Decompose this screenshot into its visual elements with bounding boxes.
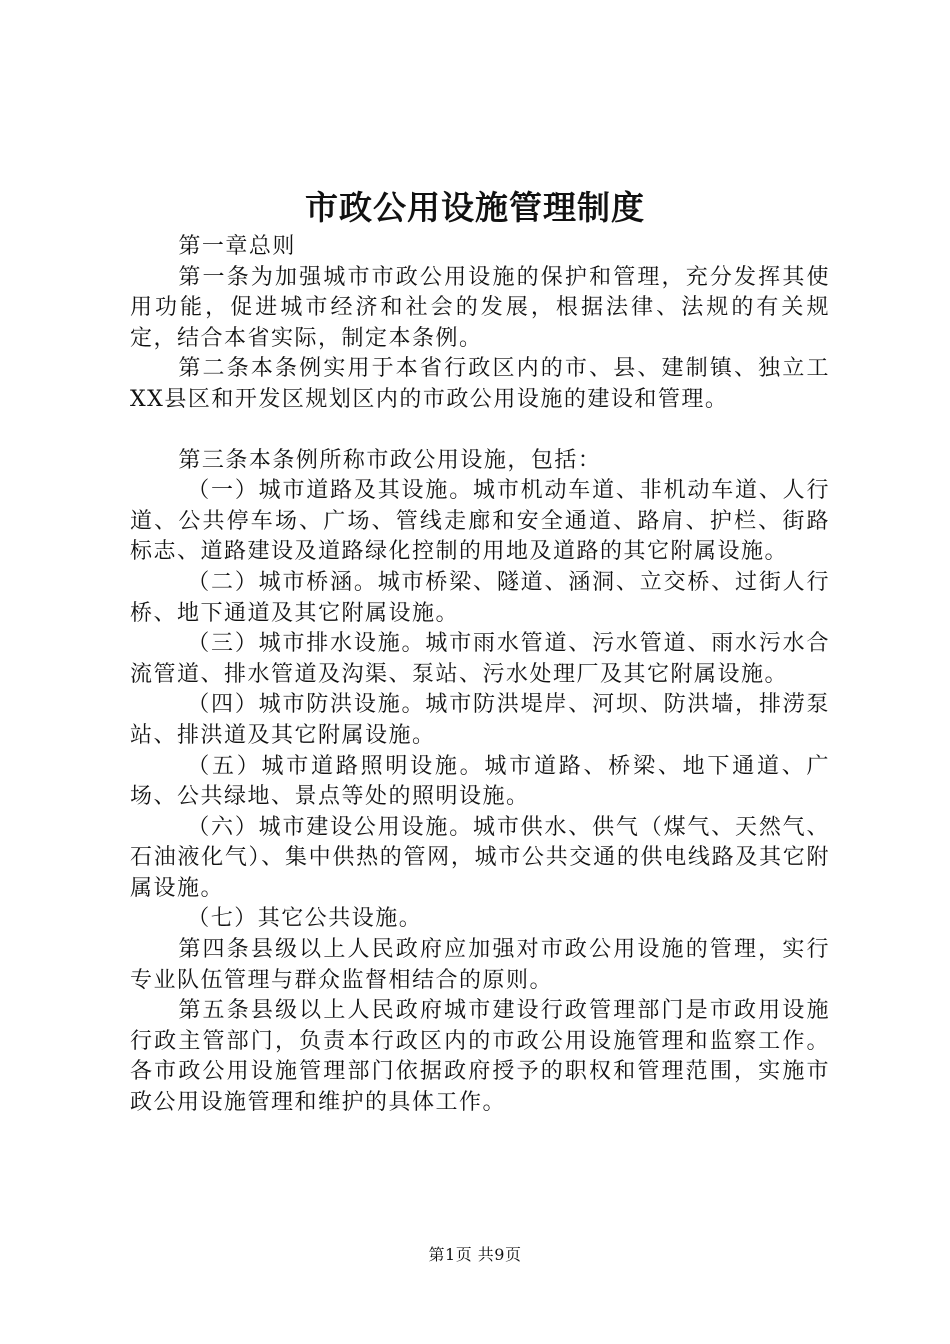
article-4: 第四条县级以上人民政府应加强对市政公用设施的管理，实行专业队伍管理与群众监督相结合的原则。 — [130, 937, 830, 993]
article-3-item-2: （二）城市桥涵。城市桥梁、隧道、涵洞、立交桥、过街人行桥、地下通道及其它附属设施。 — [130, 569, 830, 626]
article-2: 第二条本条例实用于本省行政区内的市、县、建制镇、独立工XX县区和开发区规划区内的市政公用设施的建设和管理。 — [130, 356, 830, 412]
article-3: 第三条本条例所称市政公用设施，包括： — [178, 447, 602, 473]
article-3-item-6: （六）城市建设公用设施。城市供水、供气（煤气、天然气、石油液化气）、集中供热的管网，城市公共交通的供电线路及其它附属设施。 — [130, 814, 830, 901]
chapter-heading: 第一章总则 — [178, 234, 296, 259]
article-1: 第一条为加强城市市政公用设施的保护和管理，充分发挥其使用功能，促进城市经济和社会的发展，根据法律、法规的有关规定，结合本省实际，制定本条例。 — [130, 264, 830, 351]
page-footer: 第1页 共9页 — [428, 1245, 522, 1264]
article-5: 第五条县级以上人民政府城市建设行政管理部门是市政用设施行政主管部门，负责本行政区内的市政公用设施管理和监察工作。各市政公用设施管理部门依据政府授予的职权和管理范围，实施市政公用设施管理和维护的具体工作。 — [130, 998, 830, 1116]
article-3-item-4: （四）城市防洪设施。城市防洪堤岸、河坝、防洪墙，排涝泵站、排洪道及其它附属设施。 — [130, 692, 830, 748]
document-body — [130, 232, 830, 1119]
article-3-item-5: （五）城市道路照明设施。城市道路、桥梁、地下通道、广场、公共绿地、景点等处的照明设施。 — [130, 753, 830, 810]
article-3-item-1: （一）城市道路及其设施。城市机动车道、非机动车道、人行道、公共停车场、广场、管线走廊和安全通道、路肩、护栏、街路标志、道路建设及道路绿化控制的用地及道路的其它附属设施。 — [130, 478, 830, 565]
article-3-item-7: （七）其它公共设施。 — [187, 906, 423, 932]
article-3-item-3: （三）城市排水设施。城市雨水管道、污水管道、雨水污水合流管道、排水管道及沟渠、泵站、污水处理厂及其它附属设施。 — [130, 631, 830, 687]
document-title: 市政公用设施管理制度 — [305, 188, 645, 227]
